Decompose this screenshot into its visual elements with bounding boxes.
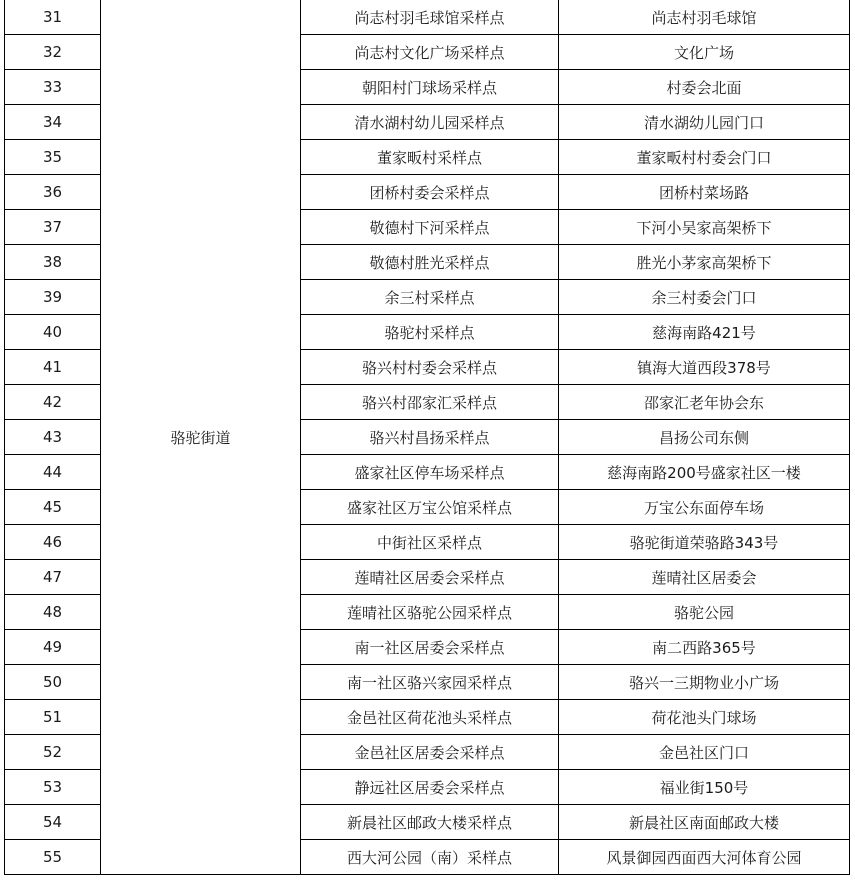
site-name-cell: 新晨社区邮政大楼采样点 <box>301 805 559 840</box>
row-number: 48 <box>5 595 101 630</box>
site-name-cell: 南一社区居委会采样点 <box>301 630 559 665</box>
row-number: 39 <box>5 280 101 315</box>
row-number: 34 <box>5 105 101 140</box>
site-address-cell: 村委会北面 <box>559 70 850 105</box>
site-name-cell: 朝阳村门球场采样点 <box>301 70 559 105</box>
site-name-cell: 董家畈村采样点 <box>301 140 559 175</box>
row-number: 41 <box>5 350 101 385</box>
site-address-cell: 新晨社区南面邮政大楼 <box>559 805 850 840</box>
site-name-cell: 中街社区采样点 <box>301 525 559 560</box>
site-name-cell: 金邑社区荷花池头采样点 <box>301 700 559 735</box>
row-number: 53 <box>5 770 101 805</box>
site-address-cell: 慈海南路200号盛家社区一楼 <box>559 455 850 490</box>
site-address-cell: 董家畈村村委会门口 <box>559 140 850 175</box>
site-name-cell: 骆驼村采样点 <box>301 315 559 350</box>
site-address-cell: 金邑社区门口 <box>559 735 850 770</box>
site-name-cell: 莲晴社区骆驼公园采样点 <box>301 595 559 630</box>
row-number: 37 <box>5 210 101 245</box>
site-name-cell: 莲晴社区居委会采样点 <box>301 560 559 595</box>
site-address-cell: 尚志村羽毛球馆 <box>559 0 850 35</box>
row-number: 43 <box>5 420 101 455</box>
site-address-cell: 万宝公东面停车场 <box>559 490 850 525</box>
site-address-cell: 荷花池头门球场 <box>559 700 850 735</box>
row-number: 52 <box>5 735 101 770</box>
site-address-cell: 南二西路365号 <box>559 630 850 665</box>
site-name-cell: 尚志村羽毛球馆采样点 <box>301 0 559 35</box>
row-number: 54 <box>5 805 101 840</box>
site-name-cell: 骆兴村邵家汇采样点 <box>301 385 559 420</box>
row-number: 47 <box>5 560 101 595</box>
site-name-cell: 盛家社区万宝公馆采样点 <box>301 490 559 525</box>
site-address-cell: 文化广场 <box>559 35 850 70</box>
site-name-cell: 清水湖村幼儿园采样点 <box>301 105 559 140</box>
site-address-cell: 下河小吴家高架桥下 <box>559 210 850 245</box>
row-number: 50 <box>5 665 101 700</box>
row-number: 45 <box>5 490 101 525</box>
row-number: 33 <box>5 70 101 105</box>
row-number: 49 <box>5 630 101 665</box>
site-address-cell: 慈海南路421号 <box>559 315 850 350</box>
row-number: 40 <box>5 315 101 350</box>
site-address-cell: 骆驼街道荣骆路343号 <box>559 525 850 560</box>
district-cell: 骆驼街道 <box>101 0 301 875</box>
site-name-cell: 敬德村胜光采样点 <box>301 245 559 280</box>
row-number: 55 <box>5 840 101 875</box>
row-number: 35 <box>5 140 101 175</box>
table-body <box>5 0 850 875</box>
site-name-cell: 南一社区骆兴家园采样点 <box>301 665 559 700</box>
site-name-cell: 尚志村文化广场采样点 <box>301 35 559 70</box>
site-name-cell: 金邑社区居委会采样点 <box>301 735 559 770</box>
site-address-cell: 胜光小茅家高架桥下 <box>559 245 850 280</box>
site-address-cell: 余三村委会门口 <box>559 280 850 315</box>
row-number: 36 <box>5 175 101 210</box>
row-number: 38 <box>5 245 101 280</box>
site-name-cell: 静远社区居委会采样点 <box>301 770 559 805</box>
site-address-cell: 团桥村菜场路 <box>559 175 850 210</box>
site-address-cell: 骆驼公园 <box>559 595 850 630</box>
site-name-cell: 团桥村委会采样点 <box>301 175 559 210</box>
row-number: 51 <box>5 700 101 735</box>
row-number: 46 <box>5 525 101 560</box>
row-number: 42 <box>5 385 101 420</box>
site-name-cell: 敬德村下河采样点 <box>301 210 559 245</box>
site-address-cell: 昌扬公司东侧 <box>559 420 850 455</box>
site-address-cell: 镇海大道西段378号 <box>559 350 850 385</box>
site-address-cell: 福业街150号 <box>559 770 850 805</box>
sampling-sites-table <box>4 0 850 875</box>
site-name-cell: 西大河公园（南）采样点 <box>301 840 559 875</box>
site-address-cell: 风景御园西面西大河体育公园 <box>559 840 850 875</box>
site-address-cell: 骆兴一三期物业小广场 <box>559 665 850 700</box>
site-address-cell: 清水湖幼儿园门口 <box>559 105 850 140</box>
site-address-cell: 邵家汇老年协会东 <box>559 385 850 420</box>
site-name-cell: 余三村采样点 <box>301 280 559 315</box>
row-number: 32 <box>5 35 101 70</box>
table-row <box>5 0 850 35</box>
site-name-cell: 骆兴村村委会采样点 <box>301 350 559 385</box>
site-address-cell: 莲晴社区居委会 <box>559 560 850 595</box>
row-number: 31 <box>5 0 101 35</box>
site-name-cell: 骆兴村昌扬采样点 <box>301 420 559 455</box>
site-name-cell: 盛家社区停车场采样点 <box>301 455 559 490</box>
row-number: 44 <box>5 455 101 490</box>
